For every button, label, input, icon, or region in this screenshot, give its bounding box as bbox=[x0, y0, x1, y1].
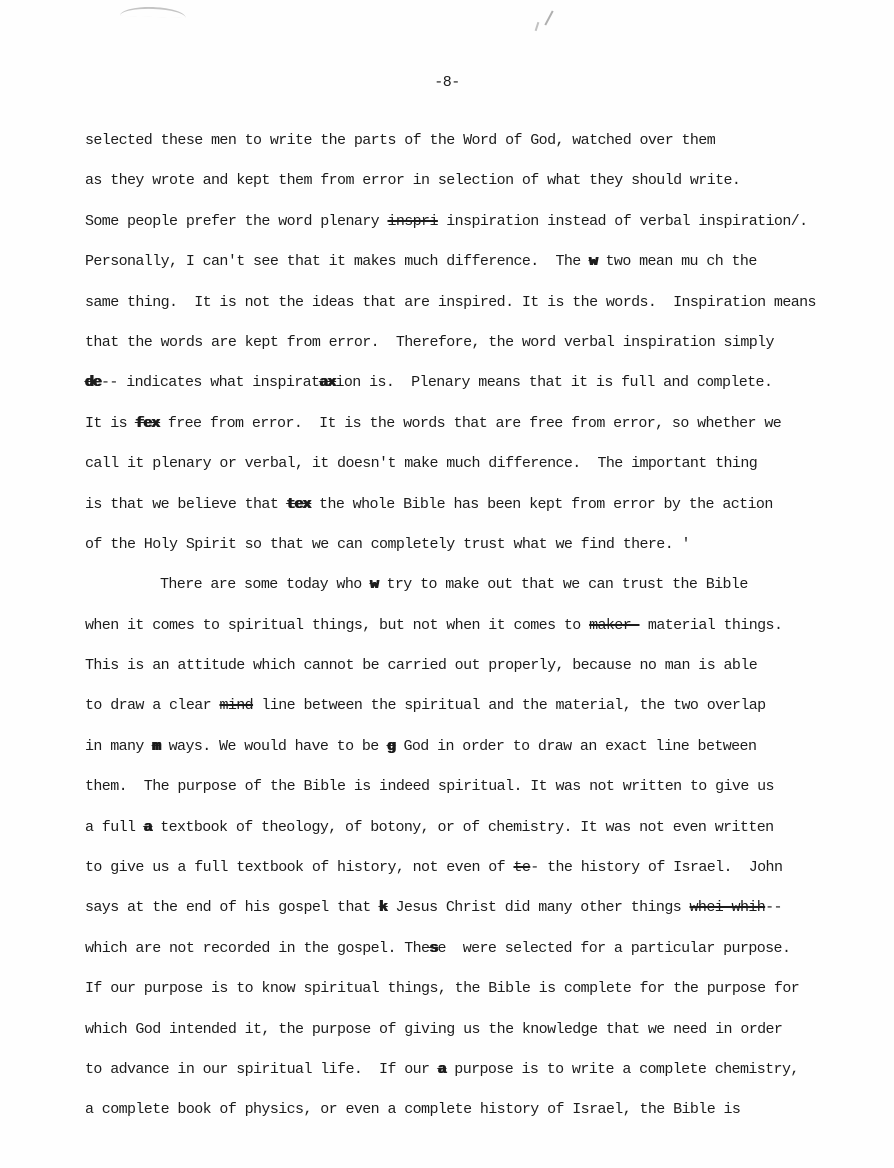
overtyped-text: g bbox=[387, 737, 396, 755]
pencil-mark-icon bbox=[544, 10, 553, 25]
struck-out-text: inspri bbox=[387, 212, 438, 230]
text-line bbox=[85, 415, 854, 455]
pencil-mark-icon bbox=[535, 22, 540, 31]
scan-smudge-icon bbox=[120, 6, 186, 18]
text-line bbox=[85, 1021, 854, 1061]
struck-out-text: mind bbox=[219, 697, 254, 715]
text-segment: purpose is to write a complete chemistry, bbox=[445, 1060, 799, 1078]
text-segment: which God intended it, the purpose of giving us the knowledge that we need in order bbox=[85, 1020, 783, 1038]
text-line bbox=[85, 1101, 854, 1141]
text-segment: of the Holy Spirit so that we can completely trust what we find there. ' bbox=[85, 535, 690, 553]
text-segment: to advance in our spiritual life. If our bbox=[85, 1060, 438, 1078]
text-line bbox=[85, 859, 854, 899]
text-segment: If our purpose is to know spiritual things, the Bible is complete for the purpose for bbox=[85, 980, 800, 998]
overtyped-text: de bbox=[85, 374, 102, 392]
struck-out-text: te bbox=[513, 859, 531, 877]
text-segment: ways. We would have to be bbox=[160, 737, 388, 755]
text-segment: the whole Bible has been kept from error by the action bbox=[310, 495, 773, 513]
overtyped-text: s bbox=[429, 939, 438, 957]
text-segment: which are not recorded in the gospel. The bbox=[85, 939, 430, 957]
text-segment: them. The purpose of the Bible is indeed spiritual. It was not written to give us bbox=[85, 778, 774, 796]
page-number: -8- bbox=[434, 74, 460, 91]
text-segment: Some people prefer the word plenary bbox=[85, 212, 388, 230]
text-segment: Personally, I can't see that it makes much difference. The bbox=[85, 253, 590, 271]
text-segment: There are some today who bbox=[160, 576, 371, 594]
text-line bbox=[85, 617, 854, 657]
text-segment: material things. bbox=[639, 616, 783, 634]
overtyped-text: k bbox=[379, 899, 388, 917]
text-line bbox=[85, 132, 854, 172]
struck-out-text: maker- bbox=[589, 616, 640, 634]
text-segment: selected these men to write the parts of the Word of God, watched over them bbox=[85, 132, 716, 149]
overtyped-text: a bbox=[143, 818, 152, 836]
text-segment: same thing. It is not the ideas that are inspired. It is the words. Inspiration means bbox=[85, 293, 816, 311]
text-line bbox=[85, 536, 854, 576]
overtyped-text: tex bbox=[286, 495, 311, 513]
text-line bbox=[85, 697, 854, 737]
text-segment: a full bbox=[85, 818, 144, 836]
text-line bbox=[85, 576, 854, 616]
text-line bbox=[85, 253, 854, 293]
text-line bbox=[85, 374, 854, 414]
text-line bbox=[85, 294, 854, 334]
text-line bbox=[85, 738, 854, 778]
text-segment: when it comes to spiritual things, but not when it comes to bbox=[85, 616, 590, 634]
struck-out-text: whei whih bbox=[689, 899, 766, 917]
text-line bbox=[85, 455, 854, 495]
text-segment: Jesus Christ did many other things bbox=[387, 899, 690, 917]
text-segment: that the words are kept from error. Therefore, the word verbal inspiration simply bbox=[85, 333, 774, 351]
text-line bbox=[85, 819, 854, 859]
text-line bbox=[85, 172, 854, 212]
text-line bbox=[85, 334, 854, 374]
text-segment: - the history of Israel. John bbox=[530, 859, 783, 877]
text-line bbox=[85, 1061, 854, 1101]
text-segment: to give us a full textbook of history, not even of bbox=[85, 859, 514, 877]
text-segment: is that we believe that bbox=[85, 495, 287, 513]
overtyped-text: a bbox=[437, 1060, 446, 1078]
text-segment: a complete book of physics, or even a complete history of Israel, the Bible is bbox=[85, 1101, 741, 1119]
text-segment: in many bbox=[85, 737, 153, 755]
overtyped-text: w bbox=[589, 253, 598, 271]
text-segment: ion is. Plenary means that it is full and complete. bbox=[335, 374, 773, 392]
text-segment: e were selected for a particular purpose. bbox=[437, 939, 791, 957]
text-segment: textbook of theology, of botony, or of chemistry. It was not even written bbox=[151, 818, 774, 836]
text-segment: line between the spiritual and the material, the two overlap bbox=[253, 697, 766, 715]
text-segment: inspiration instead of verbal inspiration/. bbox=[437, 212, 808, 230]
text-line bbox=[85, 899, 854, 939]
text-segment: free from error. It is the words that are free from error, so whether we bbox=[159, 414, 782, 432]
text-line bbox=[85, 980, 854, 1020]
text-segment: This is an attitude which cannot be carried out properly, because no man is able bbox=[85, 657, 758, 675]
text-segment: call it plenary or verbal, it doesn't make much difference. The important thing bbox=[85, 455, 758, 473]
overtyped-text: fex bbox=[135, 414, 160, 432]
document-lines bbox=[85, 132, 854, 1142]
text-segment: says at the end of his gospel that bbox=[85, 899, 380, 917]
text-line bbox=[85, 940, 854, 980]
text-segment: It is bbox=[85, 414, 136, 432]
text-line bbox=[85, 496, 854, 536]
text-segment: -- indicates what inspirat bbox=[101, 374, 320, 392]
overtyped-text: ax bbox=[319, 374, 336, 392]
text-segment: -- bbox=[765, 899, 782, 917]
text-segment: to draw a clear bbox=[85, 697, 220, 715]
text-segment: as they wrote and kept them from error in selection of what they should write. bbox=[85, 172, 741, 190]
overtyped-text: m bbox=[152, 737, 161, 755]
overtyped-text: w bbox=[370, 576, 379, 594]
text-segment: God in order to draw an exact line between bbox=[395, 737, 757, 755]
text-line bbox=[85, 657, 854, 697]
text-segment: two mean mu ch the bbox=[597, 253, 757, 271]
text-line bbox=[85, 778, 854, 818]
text-segment: try to make out that we can trust the Bible bbox=[378, 576, 748, 594]
text-line bbox=[85, 213, 854, 253]
